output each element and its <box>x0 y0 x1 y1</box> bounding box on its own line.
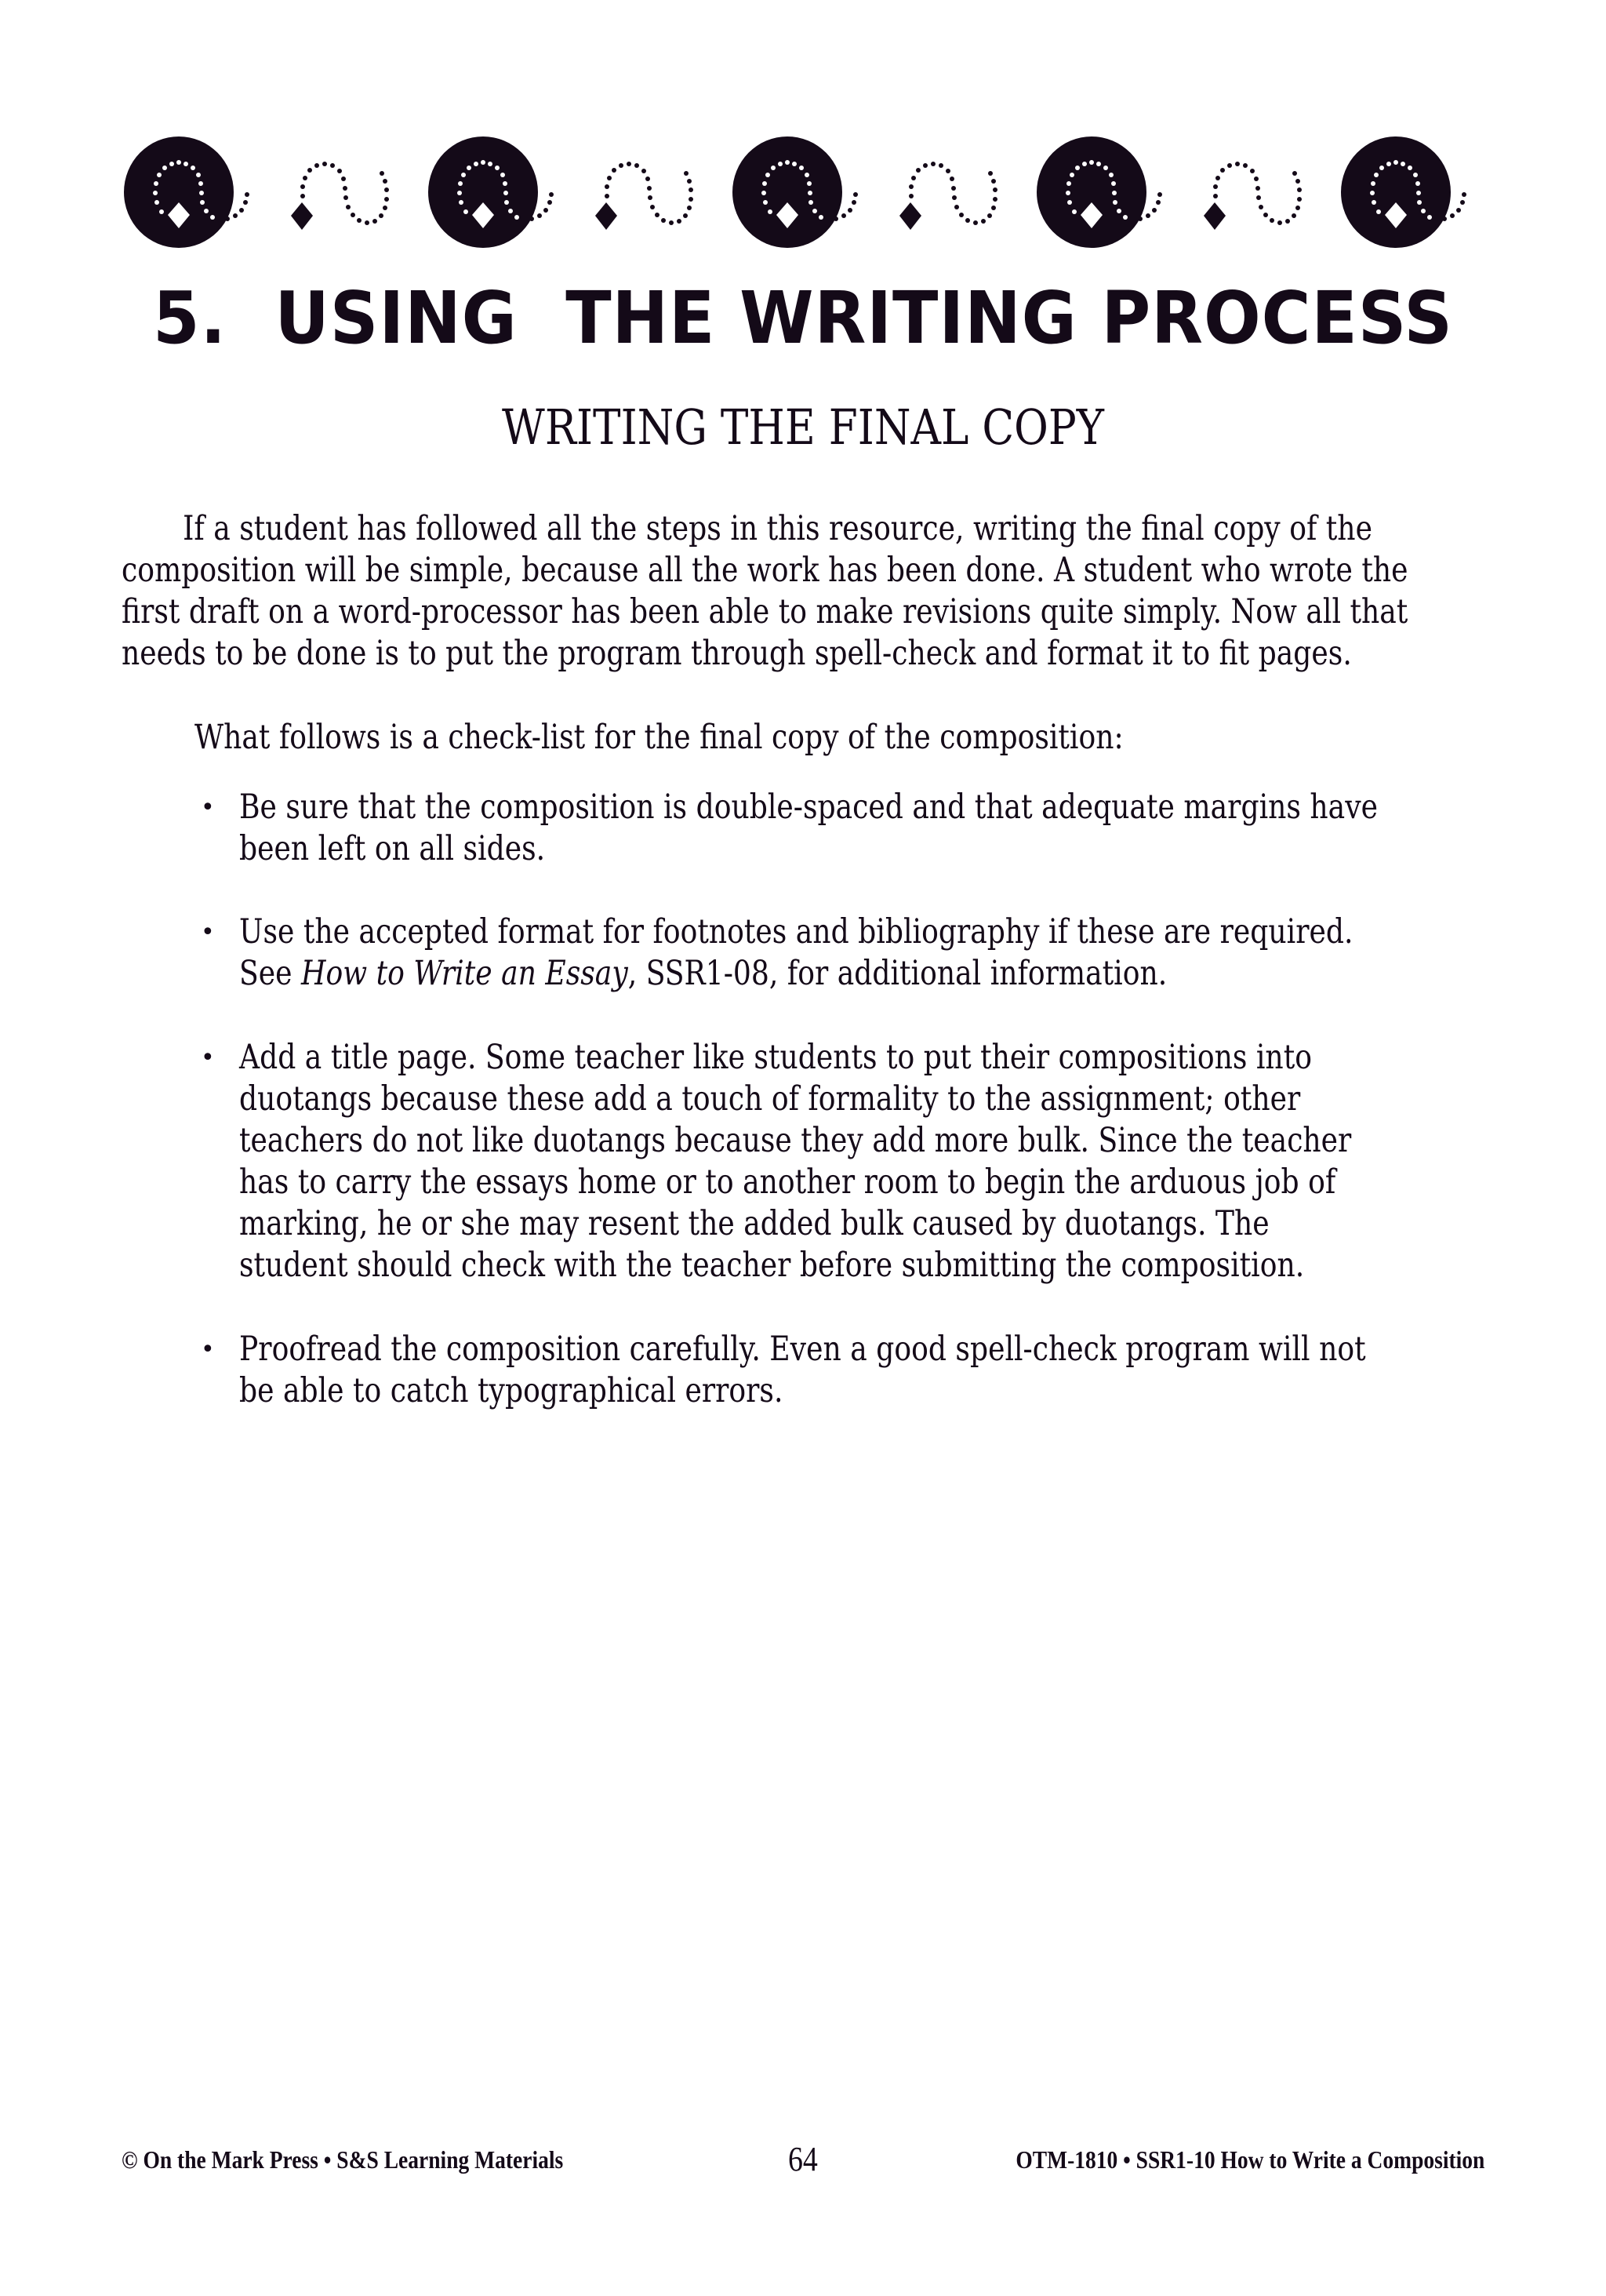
reference-suffix: , SSR1-08, for additional information. <box>627 954 1168 993</box>
item-line: has to carry the essays home or to another room to begin the arduous job of <box>239 1163 1336 1202</box>
bullet-icon: • <box>201 1336 215 1363</box>
page-number: 64 <box>788 2140 818 2178</box>
item-line: Be sure that the composition is double-spaced and that adequate margins have <box>239 788 1378 827</box>
footer-book-code: OTM-1810 • SSR1-10 How to Write a Composition <box>1015 2145 1484 2174</box>
paragraph-line: needs to be done is to put the program through spell-check and format it to fit pages. <box>122 634 1352 673</box>
item-line: be able to catch typographical errors. <box>239 1371 783 1410</box>
page-footer <box>0 2140 1606 2192</box>
reference-prefix: See <box>239 954 301 993</box>
item-line: been left on all sides. <box>239 829 546 868</box>
section-title: WRITING THE FINAL COPY <box>502 398 1104 456</box>
bullet-icon: • <box>201 794 215 821</box>
item-line-reference <box>239 953 1280 995</box>
item-line: Proofread the composition carefully. Even a good spell-check program will not <box>239 1330 1366 1369</box>
paragraph-line: first draft on a word-processor has been able to make revisions quite simply. Now all that <box>122 592 1408 631</box>
checklist-intro: What follows is a check-list for the final copy of the composition: <box>194 718 1124 757</box>
item-line: Add a title page. Some teacher like students to put their compositions into <box>239 1038 1312 1077</box>
chapter-title: 5. USING THE WRITING PROCESS <box>153 276 1453 360</box>
bullet-icon: • <box>201 1044 215 1072</box>
item-line: teachers do not like duotangs because they add more bulk. Since the teacher <box>239 1121 1352 1160</box>
reference-title: How to Write an Essay <box>300 954 628 993</box>
footer-publisher: © On the Mark Press • S&S Learning Materials <box>122 2145 564 2174</box>
item-line: student should check with the teacher before submitting the composition. <box>239 1246 1305 1285</box>
decorative-border <box>118 133 1498 251</box>
item-line: Use the accepted format for footnotes and bibliography if these are required. <box>239 912 1353 952</box>
paragraph-line: If a student has followed all the steps in this resource, writing the final copy of the <box>183 509 1372 548</box>
dotted-spiral-border-icon <box>118 133 1498 251</box>
bullet-icon: • <box>201 919 215 946</box>
item-line: marking, he or she may resent the added bulk caused by duotangs. The <box>239 1204 1270 1243</box>
item-line: duotangs because these add a touch of formality to the assignment; other <box>239 1079 1301 1119</box>
paragraph-line: composition will be simple, because all the work has been done. A student who wrote the <box>122 551 1408 590</box>
intro-paragraph <box>122 508 1455 675</box>
